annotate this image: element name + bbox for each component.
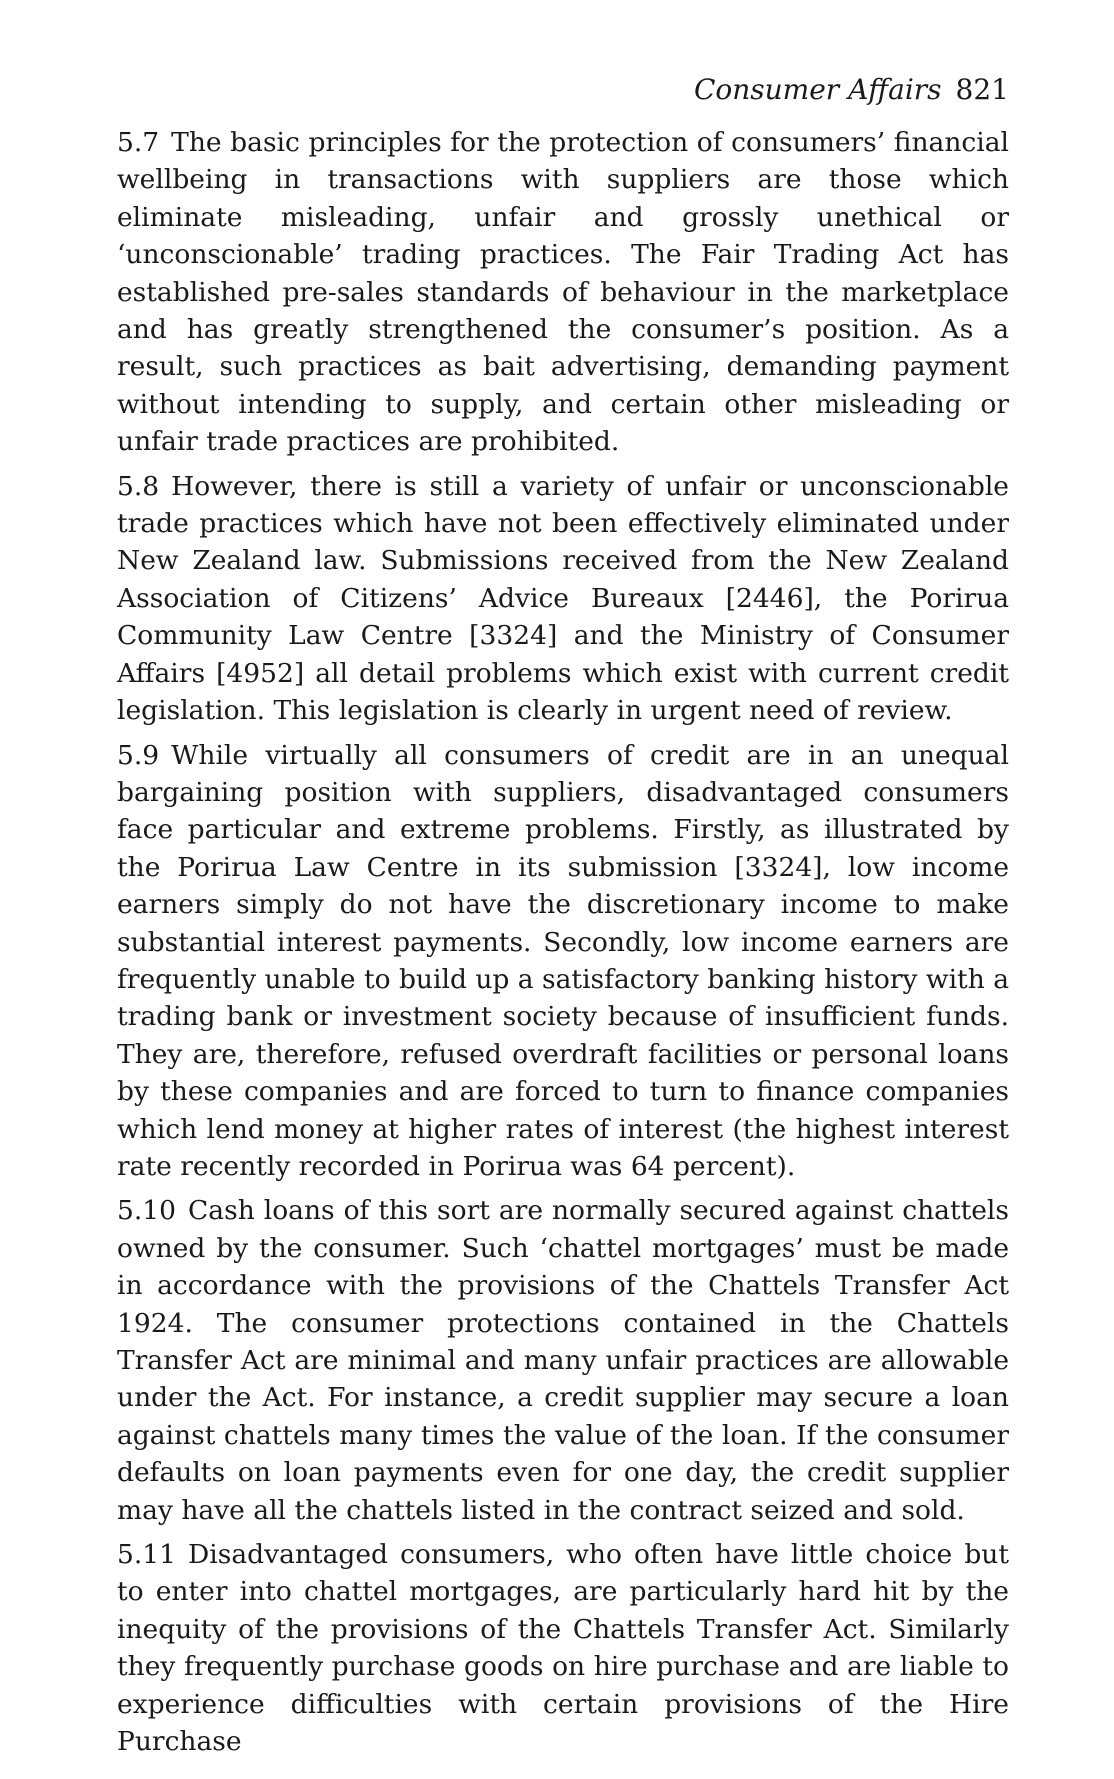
running-header (117, 70, 1009, 110)
paragraph-text: The basic principles for the protection of consumers’ financial wellbeing in transactions with suppliers are those which eliminate misleading, unfair and grossly unethical or ‘unconscionable’ trading practices. The Fair Trading Act has established pre-sales standards of behaviour in the marketplace and has greatly strengthened the consumer’s position. As a result, such practices as bait advertising, demanding payment without intending to supply, and certain other misleading or unfair trade practices are prohibited. (117, 127, 1009, 458)
paragraph-number: 5.11 (117, 1539, 177, 1571)
paragraph-5-9 (117, 737, 1009, 1186)
paragraph-number: 5.8 (117, 470, 160, 502)
paragraph-5-10 (117, 1192, 1009, 1529)
paragraph-5-11 (117, 1536, 1009, 1760)
paragraph-text: However, there is still a variety of unfair or unconscionable trade practices which have not been effectively eliminated under New Zealand law. Submissions received from the New Zealand Association of Citizens’ Advice Bureaux [2446], the Porirua Community Law Centre [3324] and the Ministry of Consumer Affairs [4952] all detail problems which exist with current credit legislation. This legislation is clearly in urgent need of review. (117, 470, 1009, 727)
paragraph-text: While virtually all consumers of credit are in an unequal bargaining position with suppliers, disadvantaged consumers face particular and extreme problems. Firstly, as illustrated by the Porirua Law Centre in its submission [3324], low income earners simply do not have the discretionary income to make substantial interest payments. Secondly, low income earners are frequently unable to build up a satisfactory banking history with a trading bank or investment society because of insufficient funds. They are, therefore, refused overdraft facilities or personal loans by these companies and are forced to turn to finance companies which lend money at higher rates of interest (the highest interest rate recently recorded in Porirua was 64 percent). (117, 739, 1009, 1182)
paragraph-text: Cash loans of this sort are normally secured against chattels owned by the consumer. Such ‘chattel mortgages’ must be made in accordance with the provisions of the Chattels Transfer Act 1924. The consumer protections contained in the Chattels Transfer Act are minimal and many unfair practices are allowable under the Act. For instance, a credit supplier may secure a loan against chattels many times the value of the loan. If the consumer defaults on loan payments even for one day, the credit supplier may have all the chattels listed in the contract seized and sold. (117, 1195, 1009, 1526)
document-page (117, 70, 1009, 1767)
paragraph-5-7 (117, 124, 1009, 461)
paragraph-text: Disadvantaged consumers, who often have little choice but to enter into chattel mortgages, are particularly hard hit by the inequity of the provisions of the Chattels Transfer Act. Similarly they frequently purchase goods on hire purchase and are liable to experience difficulties with certain provisions of the Hire Purchase (117, 1539, 1009, 1758)
section-title: Consumer Affairs (693, 73, 942, 106)
paragraph-5-8 (117, 468, 1009, 730)
paragraph-number: 5.9 (117, 739, 160, 771)
paragraph-number: 5.7 (117, 127, 160, 158)
paragraph-number: 5.10 (117, 1195, 177, 1227)
page-number: 821 (955, 73, 1009, 106)
